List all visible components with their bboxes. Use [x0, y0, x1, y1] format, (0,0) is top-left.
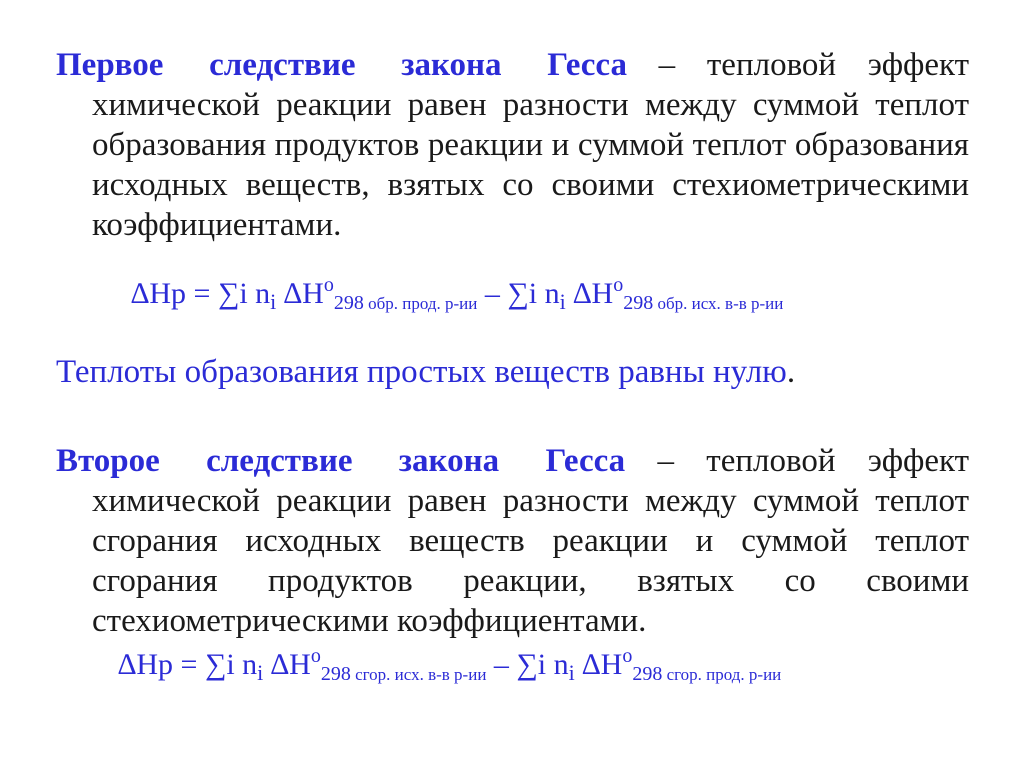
formula-1-delta-h-1: ∆H — [276, 277, 324, 310]
formula-2-temp-1: 298 — [320, 663, 351, 685]
formula-1-degree-2: o — [613, 274, 624, 296]
formula-2-label-2: сгор. прод. р-ии — [662, 665, 782, 684]
formula-2-delta-h-2: ∆H — [574, 648, 623, 681]
formula-1-label-1: обр. прод. р-ии — [363, 294, 478, 313]
note-period: . — [786, 354, 796, 390]
second-corollary-paragraph — [56, 441, 969, 641]
formula-2-minus-sum: – ∑i n — [486, 648, 569, 681]
second-corollary-formula — [118, 636, 781, 695]
formula-2-degree-2: o — [622, 645, 633, 667]
first-corollary-definition: – тепловой эффект химической реакции равен разности между суммой теплот образования продуктов реакции и суммой теплот образования исходных веществ, взятых со своими стехиометрическими коэффициентами. — [92, 47, 969, 243]
note-text: Теплоты образования простых веществ равны нулю — [56, 354, 787, 390]
formula-1-temp-2: 298 — [623, 292, 654, 314]
formula-2-degree-1: o — [310, 645, 321, 667]
formula-2-temp-2: 298 — [632, 663, 663, 685]
formula-1-delta-h-2: ∆H — [565, 277, 614, 310]
formula-2-index-1: i — [257, 660, 264, 685]
first-corollary-formula — [131, 265, 783, 324]
simple-substances-note — [56, 352, 795, 392]
formula-1-label-2: обр. исх. в-в р-ии — [653, 294, 784, 313]
formula-2-lhs: ∆Hр = ∑i n — [118, 648, 258, 681]
second-corollary-definition: – тепловой эффект химической реакции равен разности между суммой теплот сгорания исходных веществ реакции и суммой теплот сгорания продуктов реакции, взятых со своими стехиометрическими коэффициентами. — [92, 443, 969, 639]
formula-2-label-1: сгор. исх. в-в р-ии — [350, 665, 487, 684]
first-corollary-term: Первое следствие закона Гесса — [56, 47, 627, 83]
formula-2-delta-h-1: ∆H — [263, 648, 311, 681]
formula-1-index-2: i — [559, 289, 566, 314]
formula-2-index-2: i — [568, 660, 575, 685]
first-corollary-paragraph — [56, 45, 969, 245]
formula-1-lhs: ∆Hр = ∑i n — [131, 277, 271, 310]
formula-1-minus-sum: – ∑i n — [477, 277, 560, 310]
formula-1-degree-1: o — [323, 274, 334, 296]
second-corollary-term: Второе следствие закона Гесса — [56, 443, 626, 479]
formula-1-index-1: i — [270, 289, 277, 314]
formula-1-temp-1: 298 — [333, 292, 364, 314]
